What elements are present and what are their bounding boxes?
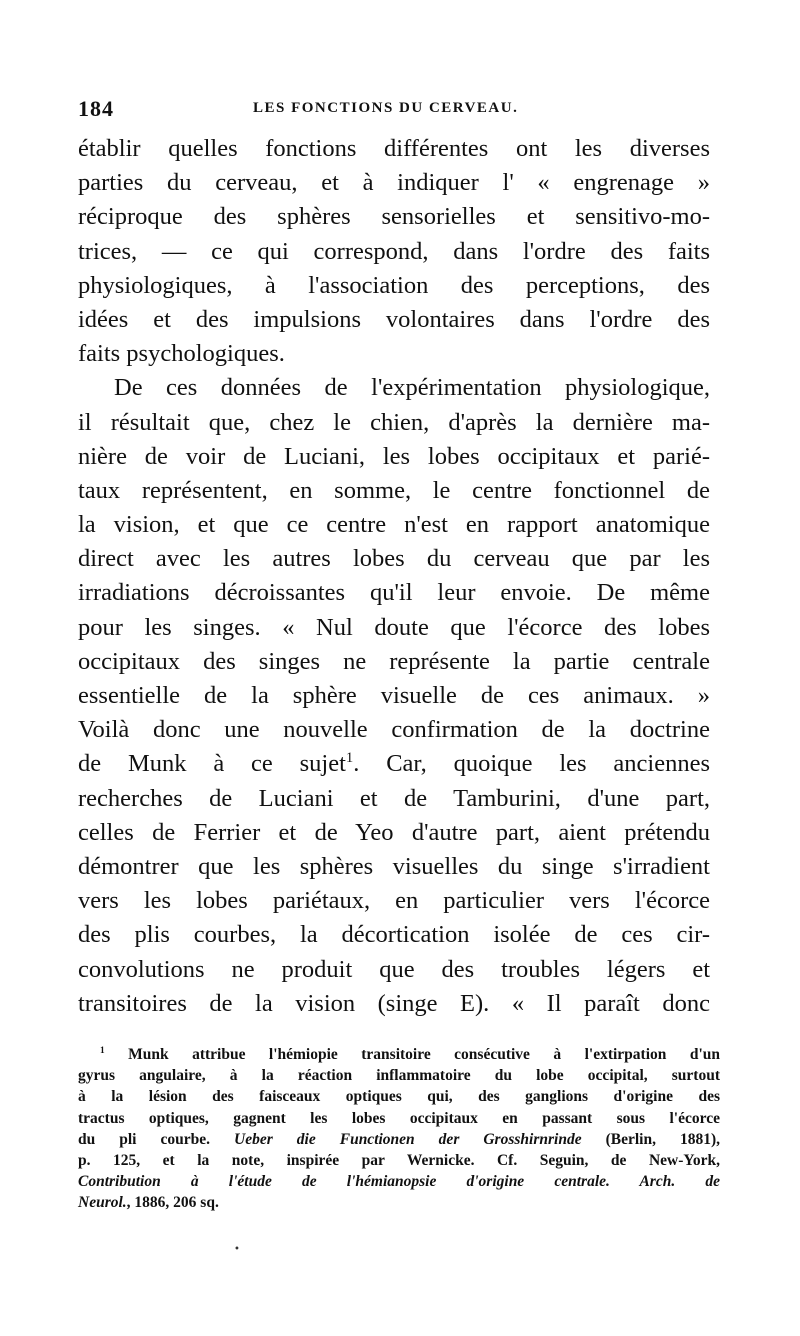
text-line: la vision, et que ce centre n'est en rapport anatomique [78, 511, 710, 539]
footnote-reference[interactable]: 1 [345, 750, 354, 767]
text-line: Voilà donc une nouvelle confirmation de la doctrine [78, 716, 710, 744]
text-line: physiologiques, à l'association des perceptions, des [78, 271, 710, 299]
text-line: pour les singes. « Nul doute que l'écorce des lobes [78, 613, 710, 641]
text-line: transitoires de la vision (singe E). « Il paraît donc [78, 989, 710, 1017]
text-line: parties du cerveau, et à indiquer l' « engrenage » [78, 169, 710, 197]
text-line: essentielle de la sphère visuelle de ces animaux. » [78, 682, 710, 709]
text-line: convolutions ne produit que des troubles légers et [78, 955, 710, 983]
running-title: LES FONCTIONS DU CERVEAU. [253, 100, 519, 116]
footnote-cited-title: Ueber die Functionen der Grosshirnrinde [234, 1130, 582, 1148]
text-line: direct avec les autres lobes du cerveau que par les [78, 545, 710, 573]
text-segment: . Car, quoique les anciennes [353, 750, 710, 778]
text-line [78, 747, 710, 781]
text-line: réciproque des sphères sensorielles et sensitivo-mo- [78, 203, 710, 231]
text-line: nière de voir de Luciani, les lobes occipitaux et parié- [78, 442, 710, 470]
footnote-text: du pli courbe. [78, 1130, 211, 1148]
text-line: démontrer que les sphères visuelles du singe s'irradient [78, 852, 710, 880]
footnote-line [78, 1171, 720, 1192]
text-line: des plis courbes, la décortication isolée de ces cir- [78, 921, 710, 949]
text-line: vers les lobes pariétaux, en particulier vers l'écorce [78, 887, 710, 915]
text-segment: de Munk à ce sujet [78, 750, 346, 778]
footnote-line: tractus optiques, gagnent les lobes occipitaux en passant sous l'écorce [78, 1109, 720, 1127]
footnote-text: (Berlin, 1881), [605, 1130, 721, 1148]
text-line: établir quelles fonctions différentes ont les diverses [78, 135, 710, 162]
text-line: idées et des impulsions volontaires dans l'ordre des [78, 305, 710, 333]
footnote-line: à la lésion des faisceaux optiques qui, des ganglions d'origine des [78, 1088, 720, 1106]
text-line: celles de Ferrier et de Yeo d'autre part, aient prétendu [78, 818, 710, 846]
footnote-line [78, 1044, 720, 1065]
footnote-text: , 1886, 206 sq. [126, 1194, 219, 1212]
page-header [78, 96, 768, 126]
body-text [78, 132, 710, 1021]
text-line: occipitaux des singes ne représente la partie centrale [78, 647, 710, 675]
text-line: trices, — ce qui correspond, dans l'ordre des faits [78, 237, 710, 265]
footnote-text: Munk attribue l'hémiopie transitoire consécutive à l'extirpation d'un [128, 1046, 721, 1063]
printer-mark: • [234, 1244, 240, 1255]
footnote-line [78, 1129, 720, 1150]
footnote-line [78, 1192, 720, 1213]
footnote-line: gyrus angulaire, à la réaction inflammatoire du lobe occipital, surtout [78, 1067, 720, 1085]
page-number: 184 [78, 96, 114, 121]
text-line: taux représentent, en somme, le centre fonctionnel de [78, 476, 710, 504]
footnote-cited-title: Contribution à l'étude de l'hémianopsie d'origine centrale. Arch. de [78, 1173, 720, 1191]
footnote [78, 1044, 720, 1214]
footnote-line: p. 125, et la note, inspirée par Wernicke. Cf. Seguin, de New-York, [78, 1151, 720, 1169]
text-line: faits psychologiques. [78, 340, 285, 368]
text-line: il résultait que, chez le chien, d'après la dernière ma- [78, 408, 710, 436]
text-line: recherches de Luciani et de Tamburini, d'une part, [78, 784, 710, 812]
footnote-marker: 1 [100, 1045, 105, 1056]
text-line: De ces données de l'expérimentation physiologique, [114, 374, 710, 402]
footnote-journal: Neurol. [78, 1194, 127, 1212]
text-line: irradiations décroissantes qu'il leur envoie. De même [78, 579, 710, 607]
